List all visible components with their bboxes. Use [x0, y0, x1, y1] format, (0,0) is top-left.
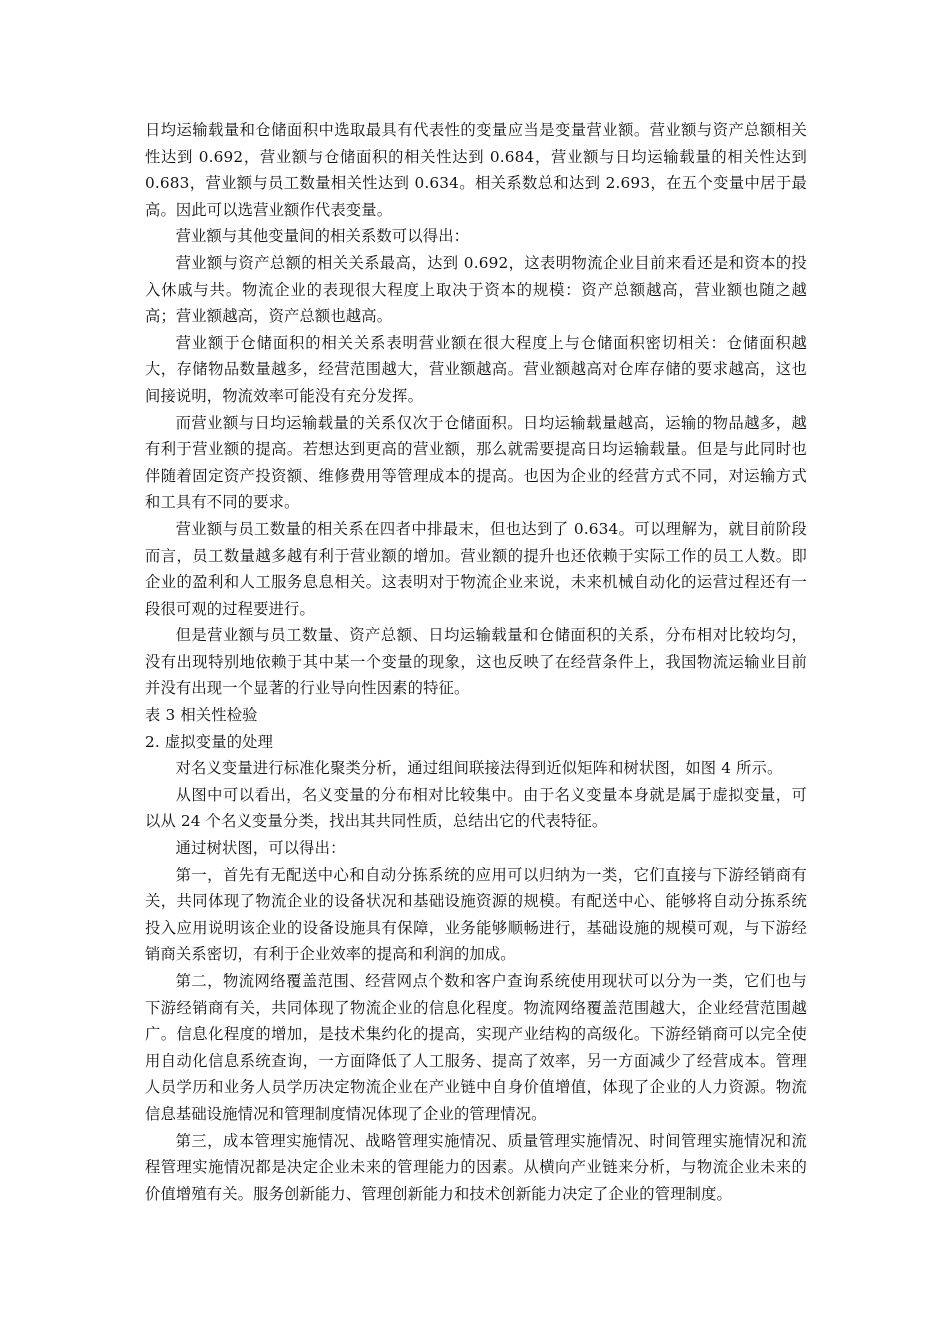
paragraph-daily-transport: 而营业额与日均运输载量的关系仅次于仓储面积。日均运输载量越高，运输的物品越多，越有利于营业额的提高。若想达到更高的营业额，那么就需要提高日均运输载量。但是与此同时也伴随着固定资产投资额、维修费用等管理成本的提高。也因为企业的经营方式不同，对运输方式和工具有不同的要求。: [145, 413, 807, 512]
paragraph-storage-area: 营业额于仓储面积的相关关系表明营业额在很大程度上与仓储面积密切相关：仓储面积越大，存储物品数量越多，经营范围越大，营业额越高。营业额越高对仓库存储的要求越高，这也间接说明，物流效率可能没有充分发挥。: [145, 333, 807, 405]
paragraph-first-group: 第一，首先有无配送中心和自动分拣系统的应用可以归纳为一类，它们直接与下游经销商有关，共同体现了物流企业的设备状况和基础设施资源的规模。有配送中心、能够将自动分拣系统投入应用说明该企业的设备设施具有保障，业务能够顺畅进行，基础设施的规模可观，与下游经销商关系密切，有利于企业效率的提高和利润的加成。: [145, 865, 807, 964]
paragraph-second-group: 第二，物流网络覆盖范围、经营网点个数和客户查询系统使用现状可以分为一类，它们也与下游经销商有关，共同体现了物流企业的信息化程度。物流网络覆盖范围越大，企业经营范围越广。信息化程度的增加，是技术集约化的提高，实现产业结构的高级化。下游经销商可以完全使用自动化信息系统查询，一方面降低了人工服务、提高了效率，另一方面减少了经营成本。管理人员学历和业务人员学历决定物流企业在产业链中自身价值增值，体现了企业的人力资源。物流信息基础设施情况和管理制度情况体现了企业的管理情况。: [145, 972, 807, 1123]
document-body: [145, 117, 807, 1207]
paragraph-correlation-intro: 营业额与其他变量间的相关系数可以得出：: [175, 227, 470, 246]
paragraph-total-assets: 营业额与资产总额的相关关系最高，达到 0.692，这表明物流企业目前来看还是和资本的投入休戚与共。物流企业的表现很大程度上取决于资本的规模：资产总额越高，营业额也随之越高；营业额越高，资产总额也越高。: [145, 253, 807, 326]
paragraph-dendrogram-intro: 通过树状图，可以得出：: [175, 839, 346, 858]
paragraph-employee-count: 营业额与员工数量的相关系在四者中排最末，但也达到了 0.634。可以理解为，就目前阶段而言，员工数量越多越有利于营业额的增加。营业额的提升也还依赖于实际工作的员工人数。即企业的盈利和人工服务息息相关。这表明对于物流企业来说，未来机械自动化的运营过程还有一段很可观的过程要进行。: [145, 519, 807, 618]
paragraph-cluster-analysis: 对名义变量进行标准化聚类分析，通过组间联接法得到近似矩阵和树状图，如图 4 所示。: [175, 759, 783, 778]
paragraph-figure-observation: 从图中可以看出，名义变量的分布相对比较集中。由于名义变量本身就是属于虚拟变量，可以从 24 个名义变量分类，找出其共同性质，总结出它的代表特征。: [145, 785, 807, 831]
paragraph-distribution-summary: 但是营业额与员工数量、资产总额、日均运输载量和仓储面积的关系，分布相对比较均匀，没有出现特别地依赖于其中某一个变量的现象，这也反映了在经营条件上，我国物流运输业目前并没有出现一个显著的行业导向性因素的特征。: [145, 626, 807, 698]
paragraph-third-group: 第三，成本管理实施情况、战略管理实施情况、质量管理实施情况、时间管理实施情况和流程管理实施情况都是决定企业未来的管理能力的因素。从横向产业链来分析，与物流企业未来的价值增殖有关。服务创新能力、管理创新能力和技术创新能力决定了企业的管理制度。: [145, 1131, 807, 1203]
table-caption: 表 3 相关性检验: [145, 706, 258, 725]
paragraph-variable-selection: 日均运输载量和仓储面积中选取最具有代表性的变量应当是变量营业额。营业额与资产总额相关性达到 0.692，营业额与仓储面积的相关性达到 0.684，营业额与日均运输载量的相关性达到 0.683，营业额与员工数量相关性达到 0.634。相关系数总和达到 2.693，在五个变量中居于最高。因此可以选营业额作代表变量。: [145, 121, 807, 219]
section-heading: 2. 虚拟变量的处理: [145, 732, 274, 751]
